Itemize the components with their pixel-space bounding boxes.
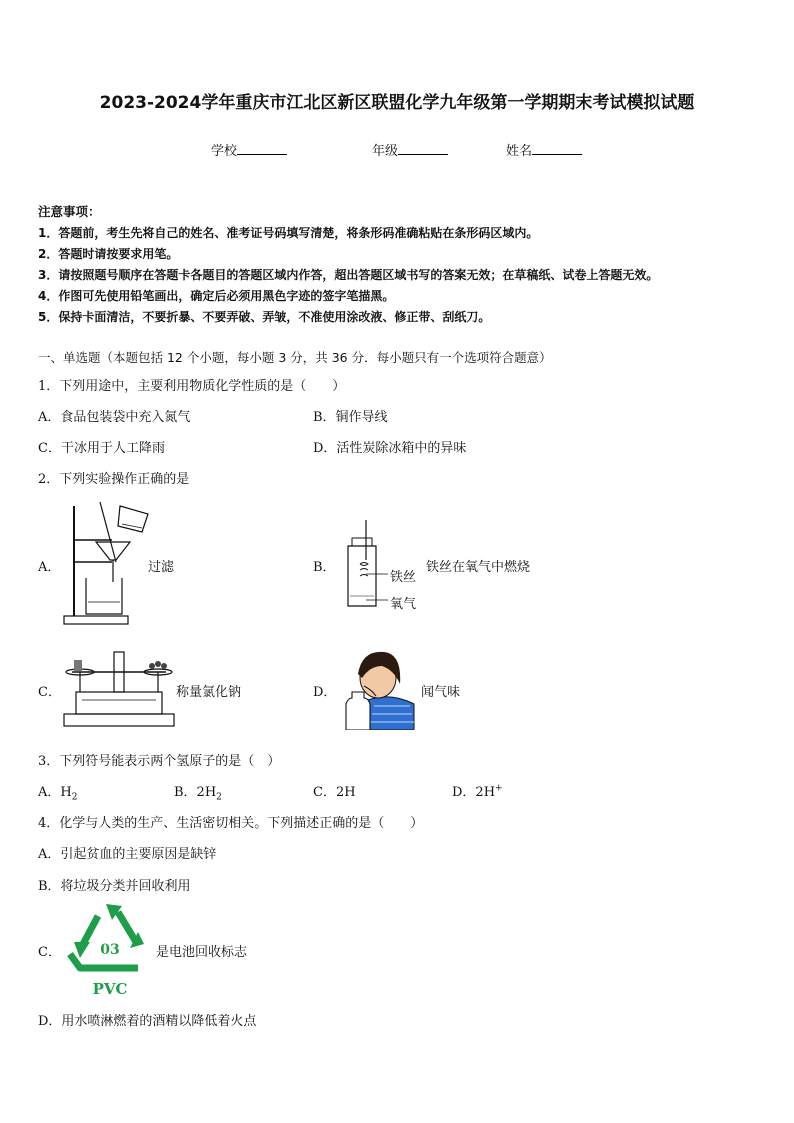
- recycle-material: PVC: [92, 980, 128, 998]
- q4-option-d[interactable]: D．用水喷淋燃着的酒精以降低着火点: [38, 1014, 257, 1029]
- q2-option-a[interactable]: A．: [38, 560, 61, 575]
- note-item: 1．答题前，考生先将自己的姓名、准考证号码填写清楚，将条形码准确粘贴在条形码区域内。: [38, 226, 539, 240]
- q2-c-caption: 称量氯化钠: [176, 685, 242, 700]
- q2-b-label-iron: 铁丝: [390, 570, 417, 585]
- section-heading: 一、单选题（本题包括 12 个小题，每小题 3 分，共 36 分．每小题只有一个选项符合题意）: [38, 350, 552, 365]
- q4-option-c[interactable]: C．: [38, 945, 61, 960]
- note-item: 3．请按照题号顺序在答题卡各题目的答题区域内作答，超出答题区域书写的答案无效；在草稿纸、试卷上答题无效。: [38, 268, 659, 282]
- filtration-apparatus-image: [62, 500, 152, 626]
- q3-option-b[interactable]: B．$2H_2$: [174, 785, 222, 803]
- q4-c-caption: 是电池回收标志: [156, 945, 248, 960]
- school-field: 学校: [211, 140, 287, 159]
- question-2-stem: 2．下列实验操作正确的是: [38, 472, 190, 487]
- q2-b-label-oxygen: 氧气: [390, 597, 417, 612]
- balance-scale-image: [62, 648, 176, 728]
- q2-d-caption: 闻气味: [421, 685, 461, 700]
- q1-option-d[interactable]: D．活性炭除冰箱中的异味: [313, 441, 467, 456]
- q2-a-caption: 过滤: [148, 560, 175, 575]
- note-item: 2．答题时请按要求用笔。: [38, 247, 179, 261]
- q2-b-caption: 铁丝在氧气中燃烧: [426, 560, 531, 575]
- q3-option-a[interactable]: A．$H_2$: [38, 785, 78, 803]
- q2-option-b[interactable]: B．: [313, 560, 336, 575]
- page-title: 2023-2024学年重庆市江北区新区联盟化学九年级第一学期期末考试模拟试题: [99, 93, 695, 113]
- q3-option-c[interactable]: C．2H: [313, 785, 356, 800]
- name-field: 姓名: [506, 140, 582, 159]
- note-item: 5．保持卡面清洁，不要折暴、不要弄破、弄皱，不准使用涂改液、修正带、刮纸刀。: [38, 310, 491, 324]
- question-3-stem: 3．下列符号能表示两个氢原子的是（ ）: [38, 754, 281, 769]
- q2-option-c[interactable]: C．: [38, 685, 61, 700]
- callout-lines: [366, 570, 390, 604]
- q4-option-b[interactable]: B．将垃圾分类并回收利用: [38, 879, 191, 894]
- q3-option-d[interactable]: D．2H+: [452, 783, 503, 800]
- recycle-pvc-icon: [64, 902, 154, 1000]
- question-4-stem: 4．化学与人类的生产、生活密切相关。下列描述正确的是（ ）: [38, 816, 424, 831]
- smelling-person-image: [340, 644, 418, 730]
- q1-option-a[interactable]: A．食品包装袋中充入氮气: [38, 410, 191, 425]
- q1-option-b[interactable]: B．铜作导线: [313, 410, 388, 425]
- grade-blank[interactable]: [398, 140, 448, 155]
- note-item: 4．作图可先使用铅笔画出，确定后必须用黑色字迹的签字笔描黑。: [38, 289, 395, 303]
- name-blank[interactable]: [532, 140, 582, 155]
- q2-option-d[interactable]: D．: [313, 685, 337, 700]
- q1-option-c[interactable]: C．干冰用于人工降雨: [38, 441, 165, 456]
- q4-option-a[interactable]: A．引起贫血的主要原因是缺锌: [38, 847, 217, 862]
- grade-field: 年级: [372, 140, 448, 159]
- question-1-stem: 1．下列用途中，主要利用物质化学性质的是（ ）: [38, 379, 346, 394]
- notes-heading: 注意事项：: [38, 204, 101, 219]
- recycle-code: 03: [100, 942, 120, 958]
- school-blank[interactable]: [237, 140, 287, 155]
